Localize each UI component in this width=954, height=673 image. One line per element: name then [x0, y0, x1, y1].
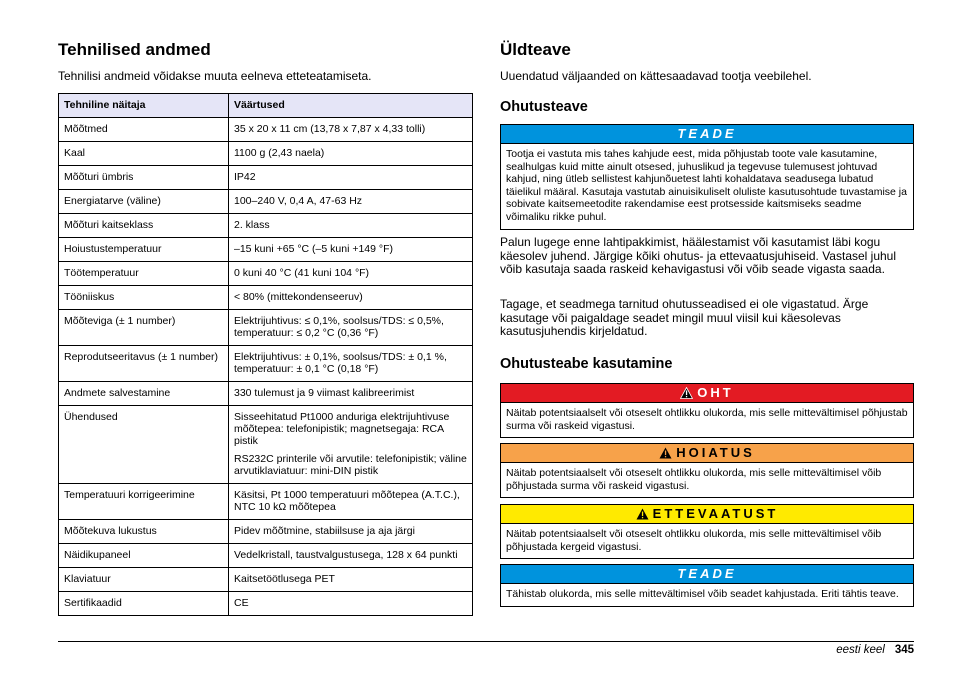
notice-text: Tähistab olukorda, mis selle mittevältimisel võib seadet kahjustada. Eriti tähtis teave. [506, 588, 899, 600]
caution-text: Näitab potentsiaalselt või otseselt ohtlikku olukorda, mis selle mittevältimisel võib põhjustada kergeid vigastusi. [506, 528, 882, 553]
spec-key: Mõõturi kaitseklass [59, 214, 229, 238]
safety-info-heading: Ohutusteave [500, 99, 588, 115]
table-row [59, 520, 473, 544]
table-row [59, 568, 473, 592]
spec-value [229, 520, 473, 544]
spec-key: Klaviatuur [59, 568, 229, 592]
danger-header [501, 384, 913, 403]
spec-key: Sertifikaadid [59, 592, 229, 616]
spec-value [229, 190, 473, 214]
table-row [59, 346, 473, 382]
caution-label: ETTEVAATUST [652, 506, 779, 521]
spec-value-text: 330 tulemust ja 9 viimast kalibreerimist [234, 387, 415, 399]
section-title-technical-data: Tehnilised andmed [58, 40, 211, 59]
notice-box-damage [500, 564, 914, 607]
warning-text: Näitab potentsiaalselt või otseselt ohtlikku olukorda, mis selle mittevältimisel võib põhjustada surma või raskeid vigastusi. [506, 467, 882, 492]
spec-value [229, 592, 473, 616]
spec-value-text: Pidev mõõtmine, stabiilsuse ja aja järgi [234, 525, 415, 537]
spec-key: Kaal [59, 142, 229, 166]
table-row [59, 484, 473, 520]
spec-key: Temperatuuri korrigeerimine [59, 484, 229, 520]
spec-value [229, 310, 473, 346]
notice-text: Tootja ei vastuta mis tahes kahjude eest, mida põhjustab toote vale kasutamine, sealhulgas kuid mitte ainult otsesed, juhuslikud ja tegevuse tulemusest johtuvad kahjud, ning ütleb sellistest kahjunõuetest lahti kohaldatava seadusega lubatud täielikul määral. Kasutaja vastutab ainuisikuliselt oluliste kasutusohtude tuvastamise ja sobivate kaitsemeetodite rakendamise eest protsesside kaitsmiseks seadme võimaliku rikke puhul. [506, 148, 907, 223]
footer-divider [58, 641, 914, 642]
general-info-intro: Uuendatud väljaanded on kättesaadavad tootja veebilehel. [500, 69, 812, 83]
warning-box [500, 443, 914, 498]
warning-label: HOIATUS [676, 445, 755, 460]
spec-key: Mõõturi ümbris [59, 166, 229, 190]
spec-value-text: 2. klass [234, 219, 270, 231]
table-row [59, 406, 473, 484]
caution-header [501, 505, 913, 524]
caution-box [500, 504, 914, 559]
spec-key: Energiatarve (väline) [59, 190, 229, 214]
spec-value-text: –15 kuni +65 °C (–5 kuni +149 °F) [234, 243, 393, 255]
table-row [59, 190, 473, 214]
spec-value [229, 382, 473, 406]
spec-value-text: Vedelkristall, taustvalgustusega, 128 x 64 punkti [234, 549, 458, 561]
warning-header [501, 444, 913, 463]
spec-key: Näidikupaneel [59, 544, 229, 568]
spec-value [229, 142, 473, 166]
spec-key: Tööniiskus [59, 286, 229, 310]
spec-value-text: 1100 g (2,43 naela) [234, 147, 325, 159]
footer-language: eesti keel [836, 644, 885, 656]
table-row [59, 544, 473, 568]
spec-value [229, 544, 473, 568]
technical-data-intro: Tehnilisi andmeid võidakse muuta eelneva etteteatamiseta. [58, 69, 372, 83]
spec-key: Mõõtekuva lukustus [59, 520, 229, 544]
spec-header-parameter: Tehniline näitaja [59, 94, 229, 118]
spec-value [229, 286, 473, 310]
safety-paragraph-1: Palun lugege enne lahtipakkimist, häälestamist või kasutamist läbi kogu käesolev juhend. Järgige kõiki ohutus- ja ettevaatusjuhiseid. Vastasel juhul võib kasutaja saada raskeid kehavigastusi või võib seade vigasta saada. [500, 235, 897, 277]
table-row [59, 592, 473, 616]
table-row [59, 382, 473, 406]
spec-key: Andmete salvestamine [59, 382, 229, 406]
spec-value-text: Elektrijuhtivus: ≤ 0,1%, soolsus/TDS: ≤ 0,5%, temperatuur: ≤ 0,2 °C (0,36 °F) [234, 315, 444, 339]
warning-triangle-icon [680, 387, 693, 399]
notice-label: TEADE [501, 125, 913, 144]
spec-value-text: RS232C printerile või arvutile: telefonipistik; väline arvutiklaviatuur: mini-DIN pistik [234, 453, 467, 477]
spec-key: Ühendused [59, 406, 229, 484]
spec-value-text: 0 kuni 40 °C (41 kuni 104 °F) [234, 267, 370, 279]
section-title-general-info: Üldteave [500, 40, 571, 59]
spec-key: Mõõtmed [59, 118, 229, 142]
spec-value-text: Elektrijuhtivus: ± 0,1%, soolsus/TDS: ± 0,1 %, temperatuur: ± 0,1 °C (0,18 °F) [234, 351, 447, 375]
danger-box [500, 383, 914, 438]
spec-value [229, 568, 473, 592]
spec-value [229, 118, 473, 142]
danger-label: OHT [697, 385, 734, 400]
safety-paragraph-2: Tagage, et seadmega tarnitud ohutusseadised ei ole vigastatud. Ärge kasutage või paigaldage seadet mingil muul viisil kui käesolevas kasutusjuhendis kirjeldatud. [500, 297, 869, 339]
danger-text: Näitab potentsiaalselt või otseselt ohtlikku olukorda, mis selle mittevältimisel põhjustab surma või raskeid vigastusi. [506, 407, 908, 432]
spec-value-text: Käsitsi, Pt 1000 temperatuuri mõõtepea (A.T.C.), NTC 10 kΩ mõõtepea [234, 489, 460, 513]
spec-value-text: < 80% (mittekondenseeruv) [234, 291, 363, 303]
spec-value [229, 214, 473, 238]
spec-value [229, 238, 473, 262]
table-row [59, 214, 473, 238]
page-number: 345 [894, 644, 914, 656]
table-row [59, 118, 473, 142]
spec-value [229, 406, 473, 484]
spec-key: Hoiustustemperatuur [59, 238, 229, 262]
table-row [59, 166, 473, 190]
spec-table-header-row [59, 94, 473, 118]
spec-value [229, 262, 473, 286]
table-row [59, 310, 473, 346]
spec-value [229, 346, 473, 382]
spec-value [229, 484, 473, 520]
spec-value-text: CE [234, 597, 249, 609]
table-row [59, 142, 473, 166]
spec-value-text: Sisseehitatud Pt1000 anduriga elektrijuhtivuse mõõtepea: telefonipistik; magnetsegaja: RCA pistik [234, 411, 450, 447]
spec-table [58, 93, 473, 616]
table-row [59, 286, 473, 310]
warning-triangle-icon [659, 447, 672, 459]
notice-label: TEADE [501, 565, 913, 584]
notice-box-disclaimer [500, 124, 914, 230]
spec-header-values: Väärtused [229, 94, 473, 118]
page-footer [836, 644, 914, 656]
spec-value-text: IP42 [234, 171, 256, 183]
warning-triangle-icon [636, 508, 649, 520]
spec-value-text: 35 x 20 x 11 cm (13,78 x 7,87 x 4,33 tolli) [234, 123, 426, 135]
spec-key: Reprodutseeritavus (± 1 number) [59, 346, 229, 382]
table-row [59, 238, 473, 262]
spec-value-text: Kaitsetöötlusega PET [234, 573, 335, 585]
spec-value-text: 100–240 V, 0,4 A, 47-63 Hz [234, 195, 363, 207]
spec-value [229, 166, 473, 190]
spec-key: Töötemperatuur [59, 262, 229, 286]
spec-key: Mõõteviga (± 1 number) [59, 310, 229, 346]
safety-usage-heading: Ohutusteabe kasutamine [500, 356, 673, 372]
table-row [59, 262, 473, 286]
